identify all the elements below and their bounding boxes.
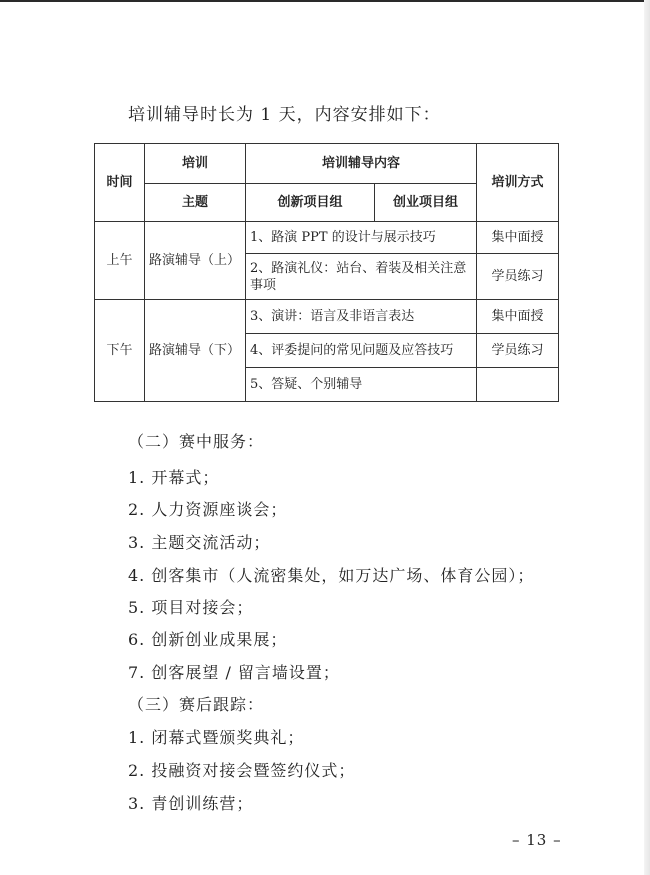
afternoon-item-5-content: 5、答疑、个别辅导 [246,368,477,402]
list-item: 1. 闭幕式暨颁奖典礼； [128,728,305,747]
morning-item-2-method: 学员练习 [477,254,559,300]
afternoon-item-5-method [477,368,559,402]
list-item: 3. 青创训练营； [128,794,254,813]
training-schedule-table [94,143,559,402]
list-item: 3. 主题交流活动； [128,533,271,552]
afternoon-item-3-content: 3、演讲：语言及非语言表达 [246,300,477,334]
page-number: – 13 – [512,831,562,849]
morning-topic: 路演辅导（上） [145,222,246,300]
list-item: 1. 开幕式； [128,468,220,487]
afternoon-item-3-method: 集中面授 [477,300,559,334]
section-2-heading: （二）赛中服务： [128,432,265,451]
list-item: 7. 创客展望 / 留言墙设置； [128,663,340,682]
intro-paragraph: 培训辅导时长为 1 天，内容安排如下： [128,105,441,125]
header-group-innovation: 创新项目组 [246,184,375,222]
page-edge-shadow [644,0,650,875]
top-border-line [0,0,650,2]
section-3-heading: （三）赛后跟踪： [128,695,265,714]
list-item: 4. 创客集市（人流密集处，如万达广场、体育公园）； [128,566,535,585]
table-header-row [95,144,559,184]
morning-item-1-method: 集中面授 [477,222,559,254]
table-row [95,222,559,254]
header-time: 时间 [95,144,145,222]
header-method: 培训方式 [477,144,559,222]
header-topic-line2: 主题 [145,184,246,222]
header-group-startup: 创业项目组 [375,184,477,222]
header-topic-line1: 培训 [145,144,246,184]
table-row [95,300,559,334]
morning-item-1-content: 1、路演 PPT 的设计与展示技巧 [246,222,477,254]
morning-time: 上午 [95,222,145,300]
list-item: 6. 创新创业成果展； [128,630,288,649]
list-item: 2. 投融资对接会暨签约仪式； [128,761,356,780]
list-item: 2. 人力资源座谈会； [128,500,288,519]
afternoon-time: 下午 [95,300,145,402]
afternoon-topic: 路演辅导（下） [145,300,246,402]
afternoon-item-4-method: 学员练习 [477,334,559,368]
morning-item-2-content: 2、路演礼仪：站台、着装及相关注意事项 [246,254,477,300]
afternoon-item-4-content: 4、评委提问的常见问题及应答技巧 [246,334,477,368]
list-item: 5. 项目对接会； [128,598,254,617]
header-content: 培训辅导内容 [246,144,477,184]
